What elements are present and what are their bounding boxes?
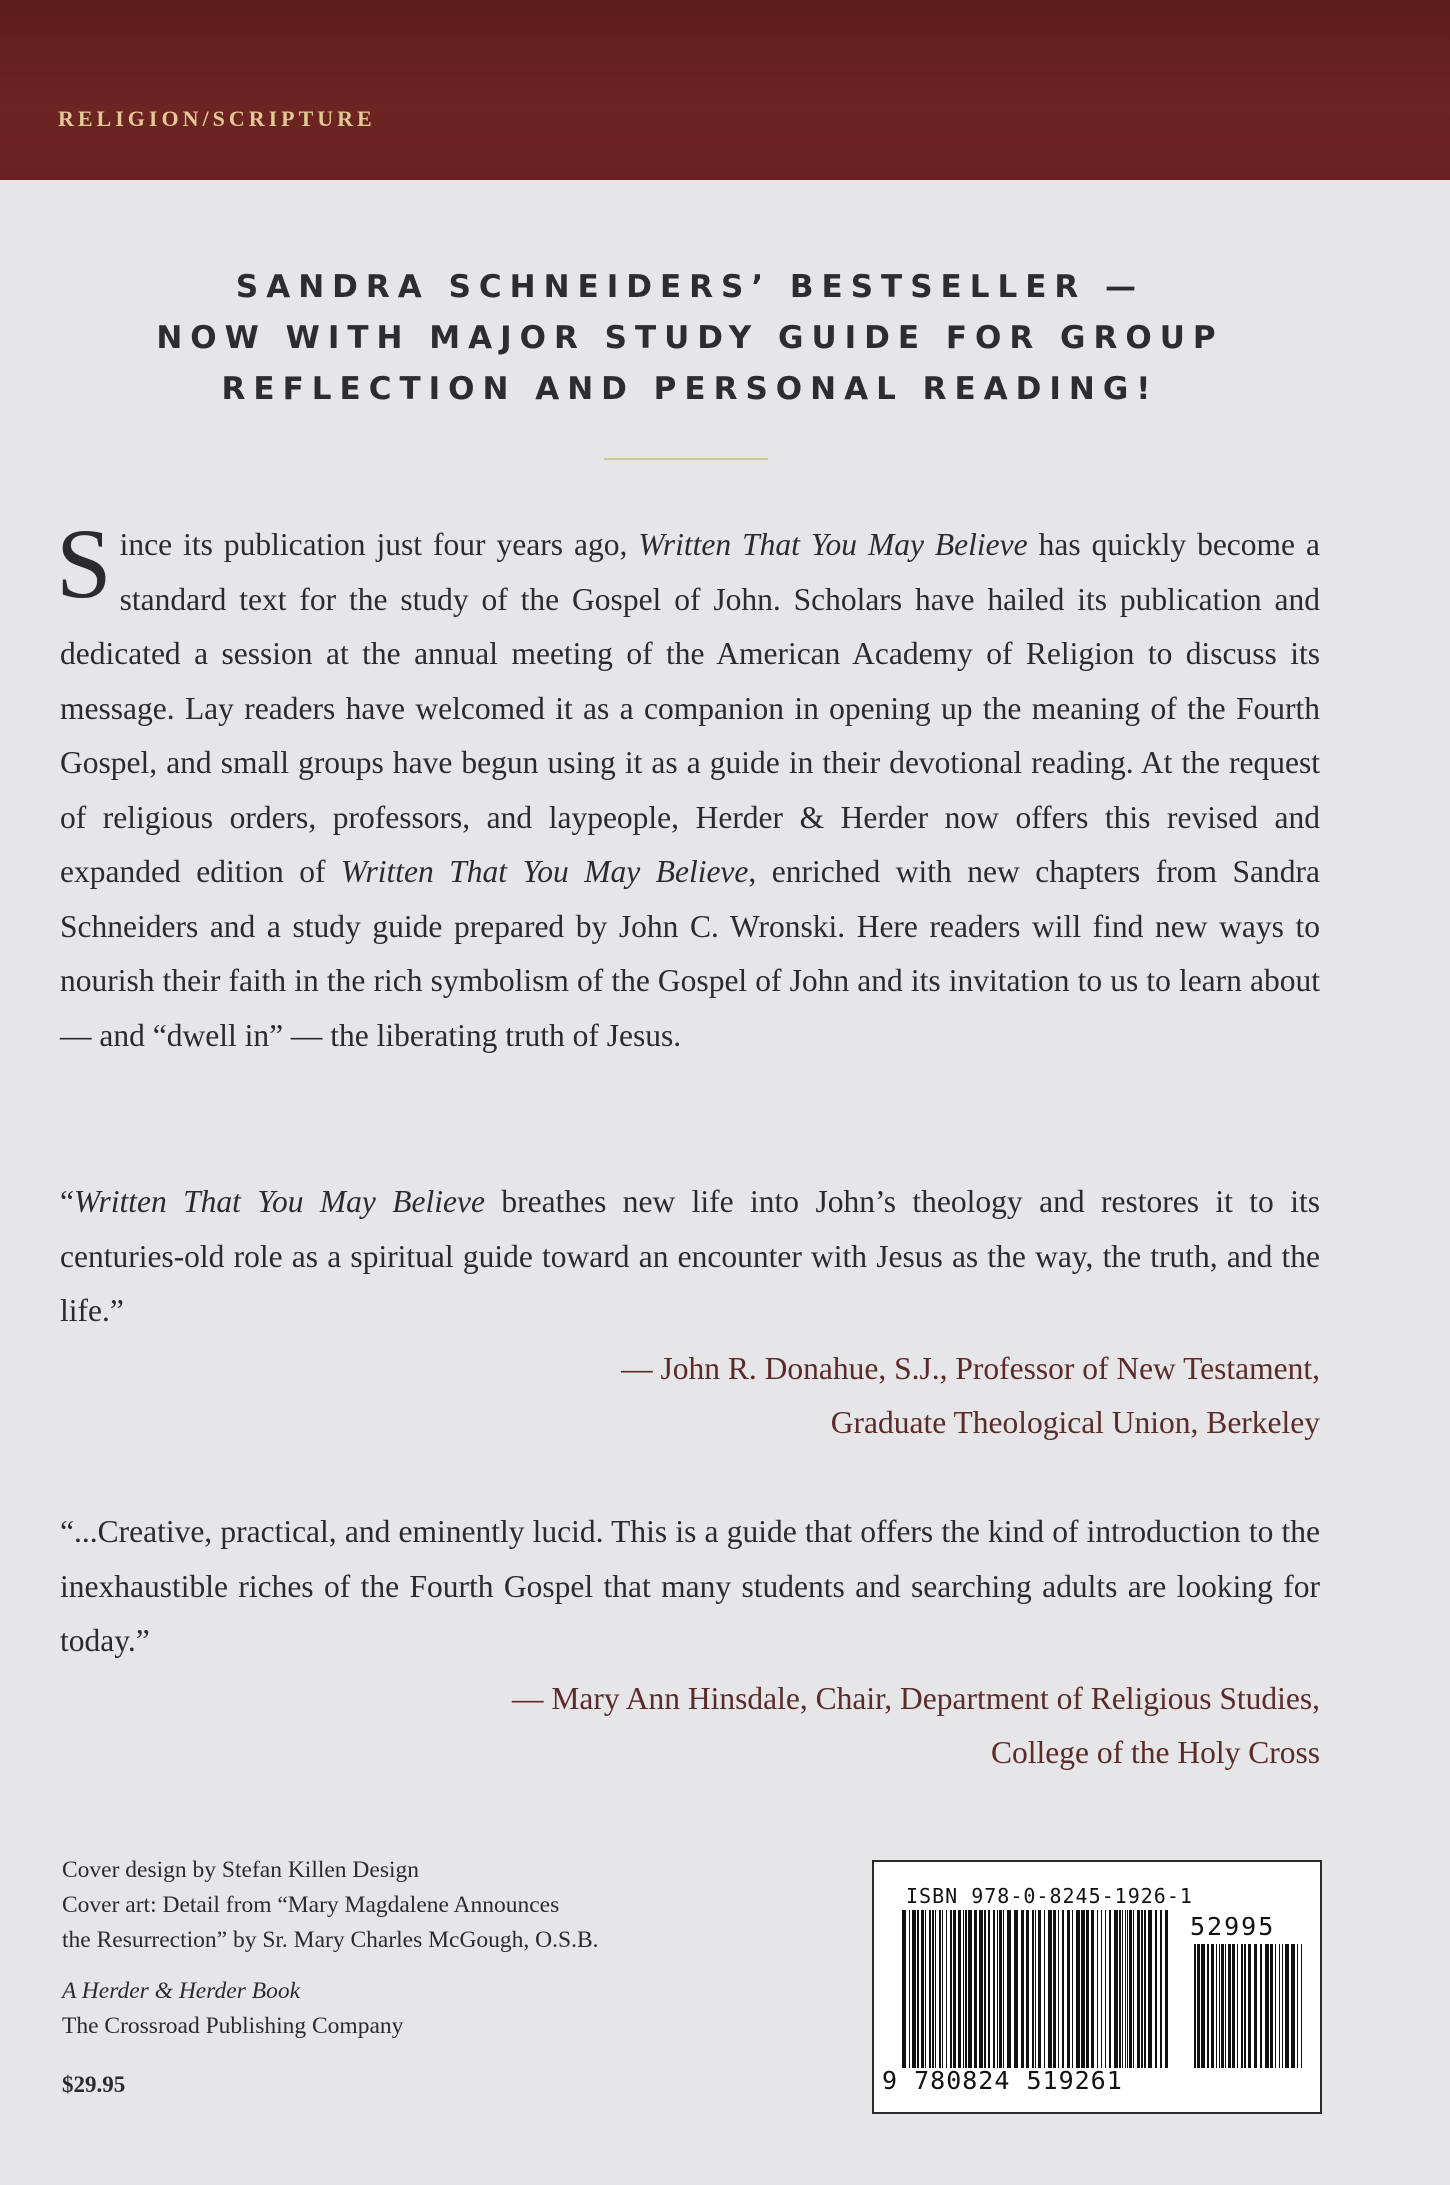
barcode-bar: [1097, 1910, 1098, 2068]
barcode-bar: [1062, 1910, 1064, 2068]
headline-line-2: NOW WITH MAJOR STUDY GUIDE FOR GROUP: [156, 320, 1224, 356]
barcode-bar: [1141, 1910, 1143, 2068]
barcode-bar: [968, 1910, 972, 2068]
barcode-bar: [997, 1910, 998, 2068]
barcode-bar: [958, 1910, 961, 2068]
barcode-bar: [1032, 1910, 1034, 2068]
barcode-bar: [1297, 1944, 1298, 2068]
barcode-bar: [1155, 1910, 1157, 2068]
attribution-line: — John R. Donahue, S.J., Professor of New Testament,: [621, 1351, 1320, 1386]
credits-block: [62, 1853, 599, 2044]
barcode-bar: [1076, 1910, 1080, 2068]
barcode-bar: [1165, 1910, 1168, 2068]
attribution-line: College of the Holy Cross: [991, 1735, 1320, 1770]
barcode-bar: [1119, 1910, 1121, 2068]
barcode-bar: [912, 1910, 916, 2068]
barcode-bar: [1137, 1910, 1140, 2068]
barcode-bar: [974, 1910, 977, 2068]
barcode-bar: [963, 1910, 964, 2068]
barcode-bar: [1003, 1910, 1004, 2068]
barcode-bar: [950, 1910, 952, 2068]
barcode-bar: [1038, 1910, 1041, 2068]
barcode-bar: [1241, 1944, 1243, 2068]
barcode-bar: [1237, 1944, 1238, 2068]
barcode-bar: [1086, 1910, 1089, 2068]
divider-rule: [604, 458, 768, 460]
barcode-bar: [1067, 1910, 1070, 2068]
addon-barcode: [1192, 1944, 1308, 2068]
barcode-bar: [939, 1910, 941, 2068]
ean-digits: 9 780824 519261: [882, 2066, 1123, 2095]
barcode-bar: [988, 1910, 990, 2068]
barcode-bar: [1109, 1910, 1111, 2068]
barcode-bar: [993, 1910, 995, 2068]
barcode-bar: [1105, 1910, 1106, 2068]
barcode-bar: [1265, 1944, 1269, 2068]
barcode-bar: [1211, 1944, 1214, 2068]
description-paragraph: [56, 508, 1320, 1063]
barcode-bar: [1301, 1944, 1302, 2068]
barcode-bar: [1207, 1944, 1209, 2068]
cover-design-credit: Cover design by Stefan Killen Design: [62, 1857, 420, 1883]
barcode-bar: [921, 1910, 924, 2068]
barcode-bar: [1058, 1910, 1059, 2068]
imprint: [62, 1974, 599, 2009]
barcode-bar: [1127, 1910, 1128, 2068]
barcode-bar: [946, 1910, 947, 2068]
barcode-bar: [1270, 1944, 1273, 2068]
barcode-bar: [1248, 1944, 1251, 2068]
drop-cap: S: [56, 508, 112, 619]
barcode-bar: [925, 1910, 926, 2068]
cover-art-credit-line-2: the Resurrection” by Sr. Mary Charles McGough, O.S.B.: [62, 1927, 599, 1953]
headline-line-3: REFLECTION AND PERSONAL READING!: [221, 371, 1159, 407]
book-title: Written That You May Believe: [638, 527, 1028, 562]
barcode-bar: [1072, 1910, 1073, 2068]
price: $29.95: [62, 2072, 126, 2097]
barcode-bar: [984, 1910, 986, 2068]
barcode-bar: [1026, 1910, 1029, 2068]
barcode-bar: [1285, 1944, 1289, 2068]
barcode-bar: [1129, 1910, 1132, 2068]
barcode-bar: [1144, 1910, 1146, 2068]
barcode-bar: [1254, 1944, 1257, 2068]
barcode-bar: [1081, 1910, 1085, 2068]
barcode-bar: [1091, 1910, 1094, 2068]
headline: [0, 262, 1380, 415]
barcode-bar: [942, 1910, 943, 2068]
barcode-box: [872, 1860, 1322, 2114]
description-text-3: , enriched with new chapters from Sandra Schneiders and a study guide prepared by John C. Wronski. Here readers will find new ways to nourish their faith in the rich symbolism of the Gospel of John and its invitation to us to learn about — and “dwell in” — the liberating truth of Jesus.: [60, 854, 1320, 1053]
barcode-bar: [979, 1910, 983, 2068]
barcode-bar: [1228, 1944, 1231, 2068]
barcode-bar: [909, 1910, 910, 2068]
description-text-2: has quickly become a standard text for the study of the Gospel of John. Scholars have hailed its publication and dedicated a session at the annual meeting of the American Academy of Religion to discuss its message. Lay readers have welcomed it as a companion in opening up the meaning of the Fourth Gospel, and small groups have begun using it as a guide in their devotional reading. At the request of religious orders, professors, and laypeople, Herder & Herder now offers this revised and expanded edition of: [60, 527, 1320, 889]
attribution-line: Graduate Theological Union, Berkeley: [830, 1405, 1320, 1440]
headline-line-1: SANDRA SCHNEIDERS’ BESTSELLER —: [235, 269, 1145, 305]
cover-art-credit-line-1: Cover art: Detail from “Mary Magdalene Announces: [62, 1892, 560, 1918]
barcode-bar: [1014, 1910, 1018, 2068]
barcode-bar: [1122, 1910, 1123, 2068]
barcode-bar: [1021, 1910, 1024, 2068]
quote-1-attribution: [420, 1342, 1320, 1450]
top-color-band: [0, 0, 1450, 180]
quote-text: breathes new life into John’s theology and restores it to its centuries-old role as a spiritual guide toward an encounter with Jesus as the way, the truth, and the life.”: [60, 1184, 1320, 1328]
barcode-bar: [953, 1910, 956, 2068]
open-quote-mark: “: [60, 1184, 74, 1219]
barcode-bar: [1194, 1944, 1196, 2068]
quote-text: “...Creative, practical, and eminently lucid. This is a guide that offers the kind of introduction to the inexhaustible riches of the Fourth Gospel that many students and searching adults are looking for today.”: [60, 1514, 1320, 1658]
barcode-bar: [1114, 1910, 1118, 2068]
barcode-bar: [917, 1910, 919, 2068]
barcode-bar: [929, 1910, 931, 2068]
barcode-bar: [1225, 1944, 1226, 2068]
ean-barcode: [900, 1910, 1170, 2068]
barcode-bar: [1201, 1944, 1205, 2068]
barcode-bar: [1035, 1910, 1036, 2068]
barcode-bar: [1048, 1910, 1052, 2068]
blurb-quote-2: [60, 1505, 1320, 1669]
isbn-text: ISBN 978-0-8245-1926-1: [906, 1884, 1193, 1908]
book-title: Written That You May Believe: [341, 854, 749, 889]
barcode-bar: [902, 1910, 906, 2068]
barcode-bar: [1275, 1944, 1276, 2068]
barcode-bar: [1160, 1910, 1162, 2068]
quote-2-attribution: [420, 1672, 1320, 1780]
barcode-bar: [1232, 1944, 1235, 2068]
barcode-bar: [1219, 1944, 1220, 2068]
barcode-bar: [1053, 1910, 1056, 2068]
barcode-bar: [932, 1910, 934, 2068]
barcode-bar: [1197, 1944, 1200, 2068]
barcode-bar: [1260, 1944, 1262, 2068]
barcode-bar: [1221, 1944, 1224, 2068]
barcode-bar: [999, 1910, 1002, 2068]
description-text-1: ince its publication just four years ago,: [119, 527, 639, 562]
publisher: The Crossroad Publishing Company: [62, 2013, 404, 2039]
barcode-bar: [1125, 1910, 1126, 2068]
attribution-line: — Mary Ann Hinsdale, Chair, Department of Religious Studies,: [511, 1681, 1320, 1716]
barcode-bar: [1044, 1910, 1045, 2068]
barcode-bar: [1007, 1910, 1011, 2068]
barcode-bar: [935, 1910, 936, 2068]
price-addon-number: 52995: [1190, 1912, 1276, 1941]
barcode-bar: [1291, 1944, 1295, 2068]
blurb-quote-1: [60, 1175, 1320, 1339]
barcode-bar: [1133, 1910, 1134, 2068]
barcode-bar: [965, 1910, 967, 2068]
barcode-bar: [1101, 1910, 1102, 2068]
barcode-bar: [1282, 1944, 1283, 2068]
barcode-bar: [1148, 1910, 1152, 2068]
book-title: Written That You May Believe: [73, 1184, 485, 1219]
category-label: RELIGION/SCRIPTURE: [58, 106, 376, 131]
barcode-bar: [1216, 1944, 1217, 2068]
barcode-bar: [1244, 1944, 1246, 2068]
barcode-bar: [1279, 1944, 1280, 2068]
imprint-text: A Herder & Herder Book: [62, 1978, 300, 2004]
